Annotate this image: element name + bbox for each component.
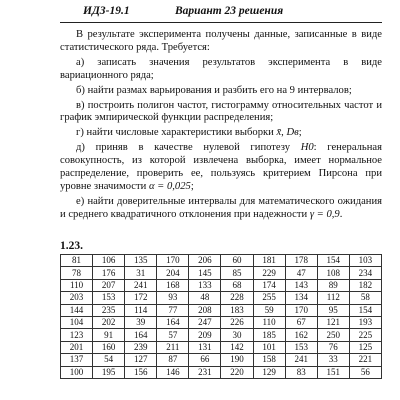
table-cell: 47	[285, 267, 317, 279]
table-cell: 83	[285, 366, 317, 378]
table-cell: 204	[157, 267, 189, 279]
data-table-body	[61, 255, 382, 379]
item-e-rest: : генеральная совокупность, из которой извлечена выборка, имеет нормальное распределение, проверить ее, пользуясь критерием Пирсона при уровне значимости	[60, 142, 382, 192]
table-cell: 225	[349, 329, 381, 341]
table-cell: 114	[125, 304, 157, 316]
table-cell: 154	[317, 255, 349, 267]
table-cell: 39	[125, 316, 157, 328]
table-cell: 201	[61, 341, 93, 353]
table-cell: 255	[253, 292, 285, 304]
table-cell: 125	[349, 341, 381, 353]
table-cell: 85	[221, 267, 253, 279]
table-cell: 235	[93, 304, 125, 316]
table-cell: 247	[189, 316, 221, 328]
variant-title: Вариант 23 решения	[175, 5, 284, 17]
table-row	[61, 354, 382, 366]
table-cell: 182	[349, 279, 381, 291]
table-cell: 220	[221, 366, 253, 378]
table-cell: 183	[221, 304, 253, 316]
table-cell: 104	[61, 316, 93, 328]
assignment-code: ИДЗ-19.1	[83, 5, 130, 17]
table-cell: 202	[93, 316, 125, 328]
table-cell: 112	[317, 292, 349, 304]
item-f	[60, 196, 382, 222]
mean-symbol: x̄	[276, 127, 282, 139]
table-cell: 164	[125, 329, 157, 341]
table-cell: 146	[157, 366, 189, 378]
table-cell: 234	[349, 267, 381, 279]
table-cell: 81	[61, 255, 93, 267]
problem-statement	[60, 29, 382, 224]
table-cell: 33	[317, 354, 349, 366]
item-f-end: .	[339, 208, 343, 220]
table-cell: 134	[285, 292, 317, 304]
table-row	[61, 341, 382, 353]
table-cell: 77	[157, 304, 189, 316]
table-cell: 250	[317, 329, 349, 341]
table-cell: 133	[189, 279, 221, 291]
table-cell: 211	[157, 341, 189, 353]
alpha-value: α = 0,025	[148, 180, 191, 192]
table-row	[61, 316, 382, 328]
item-e	[60, 142, 382, 194]
table-cell: 164	[157, 316, 189, 328]
table-cell: 87	[157, 354, 189, 366]
gamma-value: γ = 0,9	[309, 208, 340, 220]
item-d	[60, 127, 382, 140]
table-cell: 60	[221, 255, 253, 267]
table-cell: 58	[349, 292, 381, 304]
table-cell: 101	[253, 341, 285, 353]
table-cell: 206	[189, 255, 221, 267]
item-c: в) построить полигон частот, гистограмму относительных частот и график эмпирической функции распределения;	[60, 99, 382, 124]
table-cell: 106	[93, 255, 125, 267]
task-number: 1.23.	[60, 240, 83, 252]
table-cell: 228	[221, 292, 253, 304]
table-cell: 31	[125, 267, 157, 279]
table-cell: 154	[349, 304, 381, 316]
table-cell: 56	[349, 366, 381, 378]
item-d-sep: ,	[281, 127, 284, 139]
table-row	[61, 329, 382, 341]
table-cell: 54	[93, 354, 125, 366]
table-cell: 174	[253, 279, 285, 291]
table-cell: 89	[317, 279, 349, 291]
table-cell: 121	[317, 316, 349, 328]
table-cell: 221	[349, 354, 381, 366]
table-cell: 108	[317, 267, 349, 279]
page-header	[60, 5, 380, 21]
item-e-text: д) приняв в качестве нулевой гипотезу	[76, 142, 290, 154]
table-cell: 66	[189, 354, 221, 366]
table-cell: 30	[221, 329, 253, 341]
table-cell: 123	[61, 329, 93, 341]
item-a: а) записать значения результатов эксперимента в виде вариационного ряда;	[60, 56, 382, 81]
table-cell: 137	[61, 354, 93, 366]
table-cell: 158	[253, 354, 285, 366]
table-cell: 226	[221, 316, 253, 328]
table-cell: 153	[285, 341, 317, 353]
table-cell: 127	[125, 354, 157, 366]
table-cell: 135	[125, 255, 157, 267]
table-cell: 110	[61, 279, 93, 291]
table-cell: 193	[349, 316, 381, 328]
item-e-end: ;	[190, 180, 194, 192]
table-row	[61, 366, 382, 378]
table-cell: 153	[93, 292, 125, 304]
table-cell: 151	[317, 366, 349, 378]
data-table	[60, 254, 382, 379]
table-row	[61, 304, 382, 316]
table-row	[61, 267, 382, 279]
table-cell: 176	[93, 267, 125, 279]
table-cell: 190	[221, 354, 253, 366]
item-d-text: г) найти числовые характеристики выборки	[76, 127, 274, 139]
intro-paragraph: В результате эксперимента получены данные, записанные в виде статистического ряда. Требуется:	[60, 29, 382, 53]
table-cell: 57	[157, 329, 189, 341]
table-cell: 160	[93, 341, 125, 353]
table-cell: 67	[285, 316, 317, 328]
header-rule	[60, 22, 382, 23]
table-cell: 203	[61, 292, 93, 304]
table-cell: 142	[221, 341, 253, 353]
table-cell: 100	[61, 366, 93, 378]
item-d-end: ;	[298, 127, 302, 139]
table-cell: 78	[61, 267, 93, 279]
table-row	[61, 255, 382, 267]
table-cell: 103	[349, 255, 381, 267]
null-hypothesis-symbol: H0	[300, 142, 314, 154]
item-f-text: е) найти доверительные интервалы для математического ожидания и среднего квадратичного отклонения при надежности	[60, 195, 382, 220]
table-cell: 195	[93, 366, 125, 378]
variance-symbol: Dв	[286, 127, 299, 139]
table-cell: 144	[61, 304, 93, 316]
table-cell: 181	[253, 255, 285, 267]
table-cell: 168	[157, 279, 189, 291]
table-cell: 241	[125, 279, 157, 291]
table-cell: 229	[253, 267, 285, 279]
table-row	[61, 279, 382, 291]
table-cell: 143	[285, 279, 317, 291]
table-cell: 156	[125, 366, 157, 378]
table-row	[61, 292, 382, 304]
table-cell: 145	[189, 267, 221, 279]
table-cell: 170	[157, 255, 189, 267]
table-cell: 172	[125, 292, 157, 304]
table-cell: 207	[93, 279, 125, 291]
table-cell: 208	[189, 304, 221, 316]
table-cell: 185	[253, 329, 285, 341]
table-cell: 129	[253, 366, 285, 378]
table-cell: 178	[285, 255, 317, 267]
table-cell: 91	[93, 329, 125, 341]
table-cell: 59	[253, 304, 285, 316]
table-cell: 131	[189, 341, 221, 353]
table-cell: 68	[221, 279, 253, 291]
table-cell: 162	[285, 329, 317, 341]
table-cell: 231	[189, 366, 221, 378]
table-cell: 209	[189, 329, 221, 341]
table-cell: 239	[125, 341, 157, 353]
table-cell: 76	[317, 341, 349, 353]
table-cell: 110	[253, 316, 285, 328]
table-cell: 48	[189, 292, 221, 304]
table-cell: 95	[317, 304, 349, 316]
table-cell: 241	[285, 354, 317, 366]
table-cell: 170	[285, 304, 317, 316]
item-b: б) найти размах варьирования и разбить его на 9 интервалов;	[76, 84, 352, 96]
table-cell: 93	[157, 292, 189, 304]
